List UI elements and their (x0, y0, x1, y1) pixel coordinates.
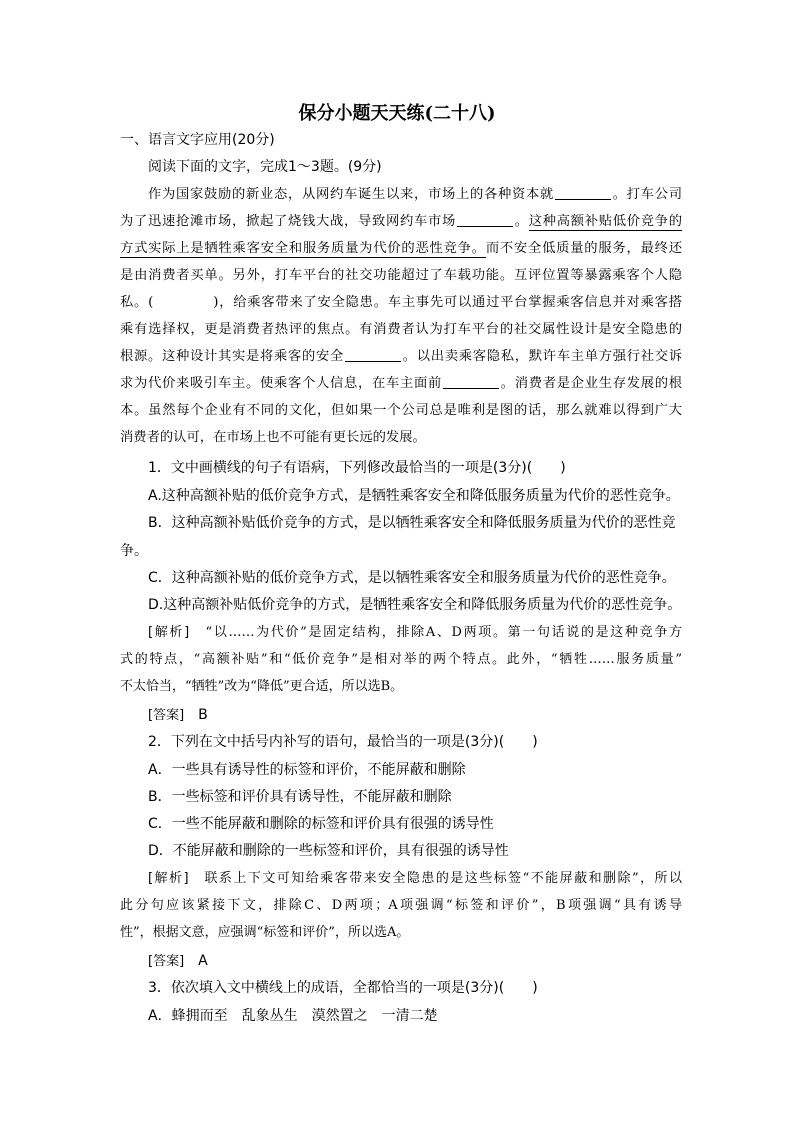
passage-line-8: 求为代价来吸引车主。使乘客个人信息，在车主面前 。消费者是企业生存发展的根 (120, 376, 682, 391)
q1-stem: 1．文中画横线的句子有语病，下列修改最恰当的一项是(3分)( ) (148, 460, 566, 476)
q1-option-c: C．这种高额补贴的低价竞争方式，是以牺牲乘客安全和服务质量为代价的恶性竞争。 (148, 570, 676, 586)
passage-line-2: 为了迅速抢滩市场，掀起了烧钱大战，导致网约车市场 。这种高额补贴低价竞争的 (120, 214, 682, 229)
passage-line-4: 是由消费者买单。另外，打车平台的社交功能超过了车载功能。互评位置等暴露乘客个人隐 (120, 268, 682, 283)
fill-blank-3 (345, 347, 401, 362)
q2-option-c: C．一些不能屏蔽和删除的标签和评价具有很强的诱导性 (148, 816, 494, 832)
answer-label: [答案] (148, 708, 185, 723)
q1-option-d: D.这种高额补贴低价竞争的方式，是牺牲乘客安全和降低服务质量为代价的恶性竞争。 (148, 597, 682, 613)
fill-blank-4 (443, 374, 499, 389)
q1-analysis-line-3: 不太恰当，“牺牲”改为“降低”更合适，所以选B。 (120, 679, 404, 694)
q2-option-d: D．不能屏蔽和删除的一些标签和评价，具有很强的诱导性 (148, 843, 509, 859)
q2-analysis-line-2: 此分句应该紧接下文，排除C、D两项；A项强调“标签和评价”，B项强调“具有诱导 (120, 898, 682, 913)
q2-analysis-line-3: 性”，根据文意，应强调“标签和评价”，所以选A。 (120, 925, 410, 940)
q2-option-a: A．一些具有诱导性的标签和评价，不能屏蔽和删除 (148, 762, 466, 778)
passage-line-3: 方式实际上是牺牲乘客安全和服务质量为代价的恶性竞争。而不安全低质量的服务，最终还 (120, 241, 683, 256)
analysis-label: [解析] (148, 871, 189, 886)
q3-option-a: A．蜂拥而至 乱象丛生 漠然置之 一清二楚 (148, 1008, 438, 1024)
fill-blank-2 (457, 212, 513, 227)
passage-line-7: 根源。这种设计其实是将乘客的安全 。以出卖乘客隐私，默许车主单方强行社交诉 (120, 349, 682, 364)
section-heading: 一、语言文字应用(20分) (120, 132, 275, 148)
q2-answer (148, 950, 682, 973)
q1-option-b-cont: 争。 (120, 543, 148, 559)
q1-option-b: B．这种高额补贴低价竞争的方式，是以牺牲乘客安全和降低服务质量为代价的恶性竞 (148, 515, 676, 531)
q1-answer (148, 704, 682, 727)
answer-value: A (198, 953, 208, 969)
q2-stem: 2．下列在文中括号内补写的语句，最恰当的一项是(3分)( ) (148, 734, 538, 750)
page-title: 保分小题天天练(二十八) (298, 103, 496, 124)
q2-analysis-line-1: [解析] 联系上下文可知给乘客带来安全隐患的是这些标签“不能屏蔽和删除”，所以 (148, 871, 682, 886)
passage-line-9: 本。虽然每个企业有不同的文化，但如果一个公司总是唯利是图的话，那么就难以得到广大 (120, 403, 682, 418)
passage-line-1: 作为国家鼓励的新业态，从网约车诞生以来，市场上的各种资本就 。打车公司 (148, 187, 682, 202)
underlined-sentence-cont: 方式实际上是牺牲乘客安全和服务质量为代价的恶性竞争。 (120, 241, 486, 256)
answer-label: [答案] (148, 954, 185, 969)
answer-value: B (198, 707, 208, 723)
q3-stem: 3．依次填入文中横线上的成语，全都恰当的一项是(3分)( ) (148, 980, 538, 996)
reading-instruction: 阅读下面的文字，完成1～3题。(9分) (148, 159, 382, 175)
passage-line-6: 乘有选择权，更是消费者热评的焦点。有消费者认为打车平台的社交属性设计是安全隐患的 (120, 322, 682, 337)
analysis-label: [解析] (148, 625, 190, 640)
q1-analysis-line-1: [解析] “以……为代价”是固定结构，排除A、D两项。第一句话说的是这种竞争方 (148, 625, 682, 640)
underlined-sentence: 这种高额补贴低价竞争的 (528, 214, 682, 229)
q1-option-a: A.这种高额补贴的低价竞争方式，是牺牲乘客安全和降低服务质量为代价的恶性竞争。 (148, 488, 680, 504)
q2-option-b: B．一些标签和评价具有诱导性，不能屏蔽和删除 (148, 789, 452, 805)
q1-analysis-line-2: 式的特点，“高额补贴”和“低价竞争”是相对举的两个特点。此外，“牺牲……服务质量” (120, 652, 682, 667)
passage-line-5: 私。( )，给乘客带来了安全隐患。车主事先可以通过平台掌握乘客信息并对乘客搭 (120, 295, 682, 310)
fill-blank-1 (555, 185, 611, 200)
passage-line-10: 消费者的认可，在市场上也不可能有更长远的发展。 (120, 430, 426, 445)
